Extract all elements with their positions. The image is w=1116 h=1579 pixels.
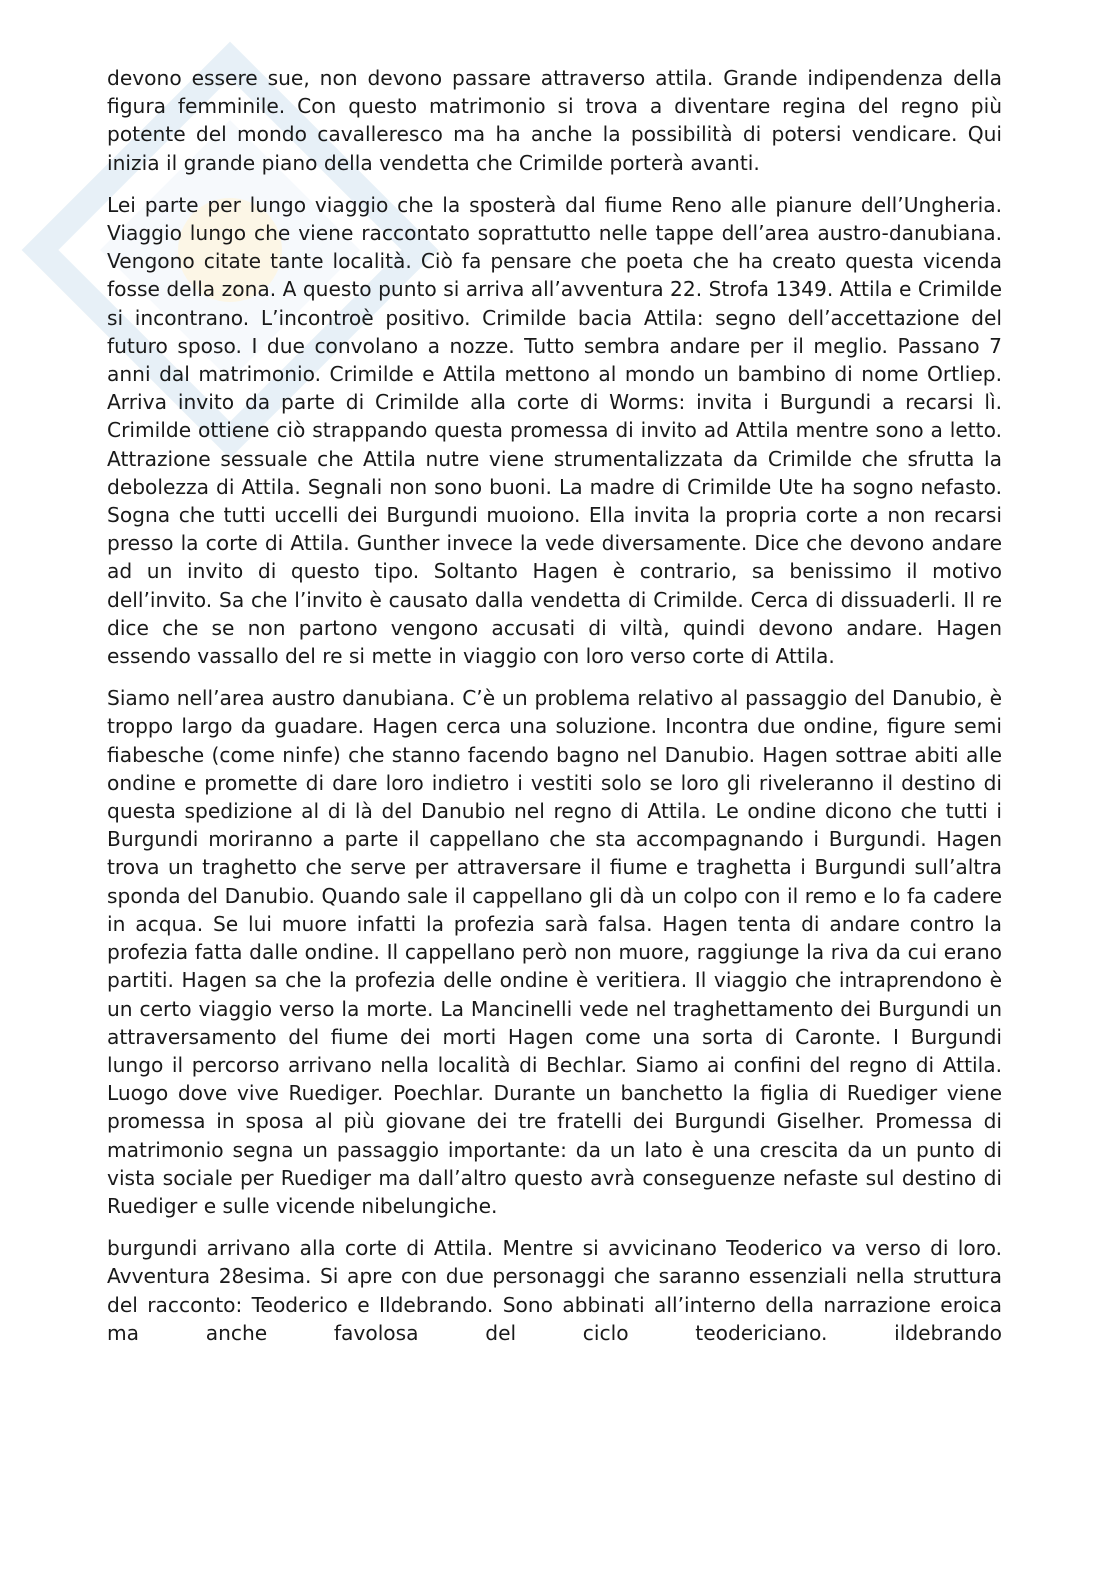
paragraph-4: burgundi arrivano alla corte di Attila. Mentre si avvicinano Teoderico va verso di loro. Avventura 28esima. Si apre con due personaggi che saranno essenziali nella struttura del racconto: Teoderico e Ildebrando. Sono abbinati all’interno della narrazione eroica ma anche favolosa del ciclo teodericiano. ildebrando — [107, 1236, 1002, 1345]
document-body — [107, 64, 1002, 1361]
paragraph-1: devono essere sue, non devono passare attraverso attila. Grande indipendenza della figura femminile. Con questo matrimonio si trova a diventare regina del regno più potente del mondo cavalleresco ma ha anche la possibilità di potersi vendicare. Qui inizia il grande piano della vendetta che Crimilde porterà avanti. — [107, 66, 1002, 175]
paragraph-2: Lei parte per lungo viaggio che la sposterà dal fiume Reno alle pianure dell’Ungheria. Viaggio lungo che viene raccontato soprattutto nelle tappe dell’area austro-danubiana. Vengono citate tante località. Ciò fa pensare che poeta che ha creato questa vicenda fosse della zona. A questo punto si arriva all’avventura 22. Strofa 1349. Attila e Crimilde si incontrano. L’incontroè positivo. Crimilde bacia Attila: segno dell’accettazione del futuro sposo. I due convolano a nozze. Tutto sembra andare per il meglio. Passano 7 anni dal matrimonio. Crimilde e Attila mettono al mondo un bambino di nome Ortliep. Arriva invito da parte di Crimilde alla corte di Worms: invita i Burgundi a recarsi lì. Crimilde ottiene ciò strappando questa promessa di invito ad Attila mentre sono a letto. Attrazione sessuale che Attila nutre viene strumentalizzata da Crimilde che sfrutta la debolezza di Attila. Segnali non sono buoni. La madre di Crimilde Ute ha sogno nefasto. Sogna che tutti uccelli dei Burgundi muoiono. Ella invita la propria corte a non recarsi presso la corte di Attila. Gunther invece la vede diversamente. Dice che devono andare ad un invito di questo tipo. Soltanto Hagen è contrario, sa benissimo il motivo dell’invito. Sa che l’invito è causato dalla vendetta di Crimilde. Cerca di dissuaderli. Il re dice che se non partono vengono accusati di viltà, quindi devono andare. Hagen essendo vassallo del re si mette in viaggio con loro verso corte di Attila. — [107, 192, 1002, 669]
paragraph-3: Siamo nell’area austro danubiana. C’è un problema relativo al passaggio del Danubio, è troppo largo da guadare. Hagen cerca una soluzione. Incontra due ondine, figure semi fiabesche (come ninfe) che stanno facendo bagno nel Danubio. Hagen sottrae abiti alle ondine e promette di dare loro indietro i vestiti solo se loro gli riveleranno il destino di questa spedizione al di là del Danubio nel regno di Attila. Le ondine dicono che tutti i Burgundi moriranno a parte il cappellano che sta accompagnando i Burgundi. Hagen trova un traghetto che serve per attraversare il fiume e traghetta i Burgundi sull’altra sponda del Danubio. Quando sale il cappellano gli dà un colpo con il remo e lo fa cadere in acqua. Se lui muore infatti la profezia sarà falsa. Hagen tenta di andare contro la profezia fatta dalle ondine. Il cappellano però non muore, raggiunge la riva da cui erano partiti. Hagen sa che la profezia delle ondine è veritiera. Il viaggio che intraprendono è un certo viaggio verso la morte. La Mancinelli vede nel traghettamento dei Burgundi un attraversamento del fiume dei morti Hagen come una sorta di Caronte. I Burgundi lungo il percorso arrivano nella località di Bechlar. Siamo ai confini del regno di Attila. Luogo dove vive Ruediger. Poechlar. Durante un banchetto la figlia di Ruediger viene promessa in sposa al più giovane dei tre fratelli dei Burgundi Giselher. Promessa di matrimonio segna un passaggio importante: da un lato è una crescita da un punto di vista sociale per Ruediger ma dall’altro questo avrà conseguenze nefaste sul destino di Ruediger e sulle vicende nibelungiche. — [107, 686, 1002, 1218]
